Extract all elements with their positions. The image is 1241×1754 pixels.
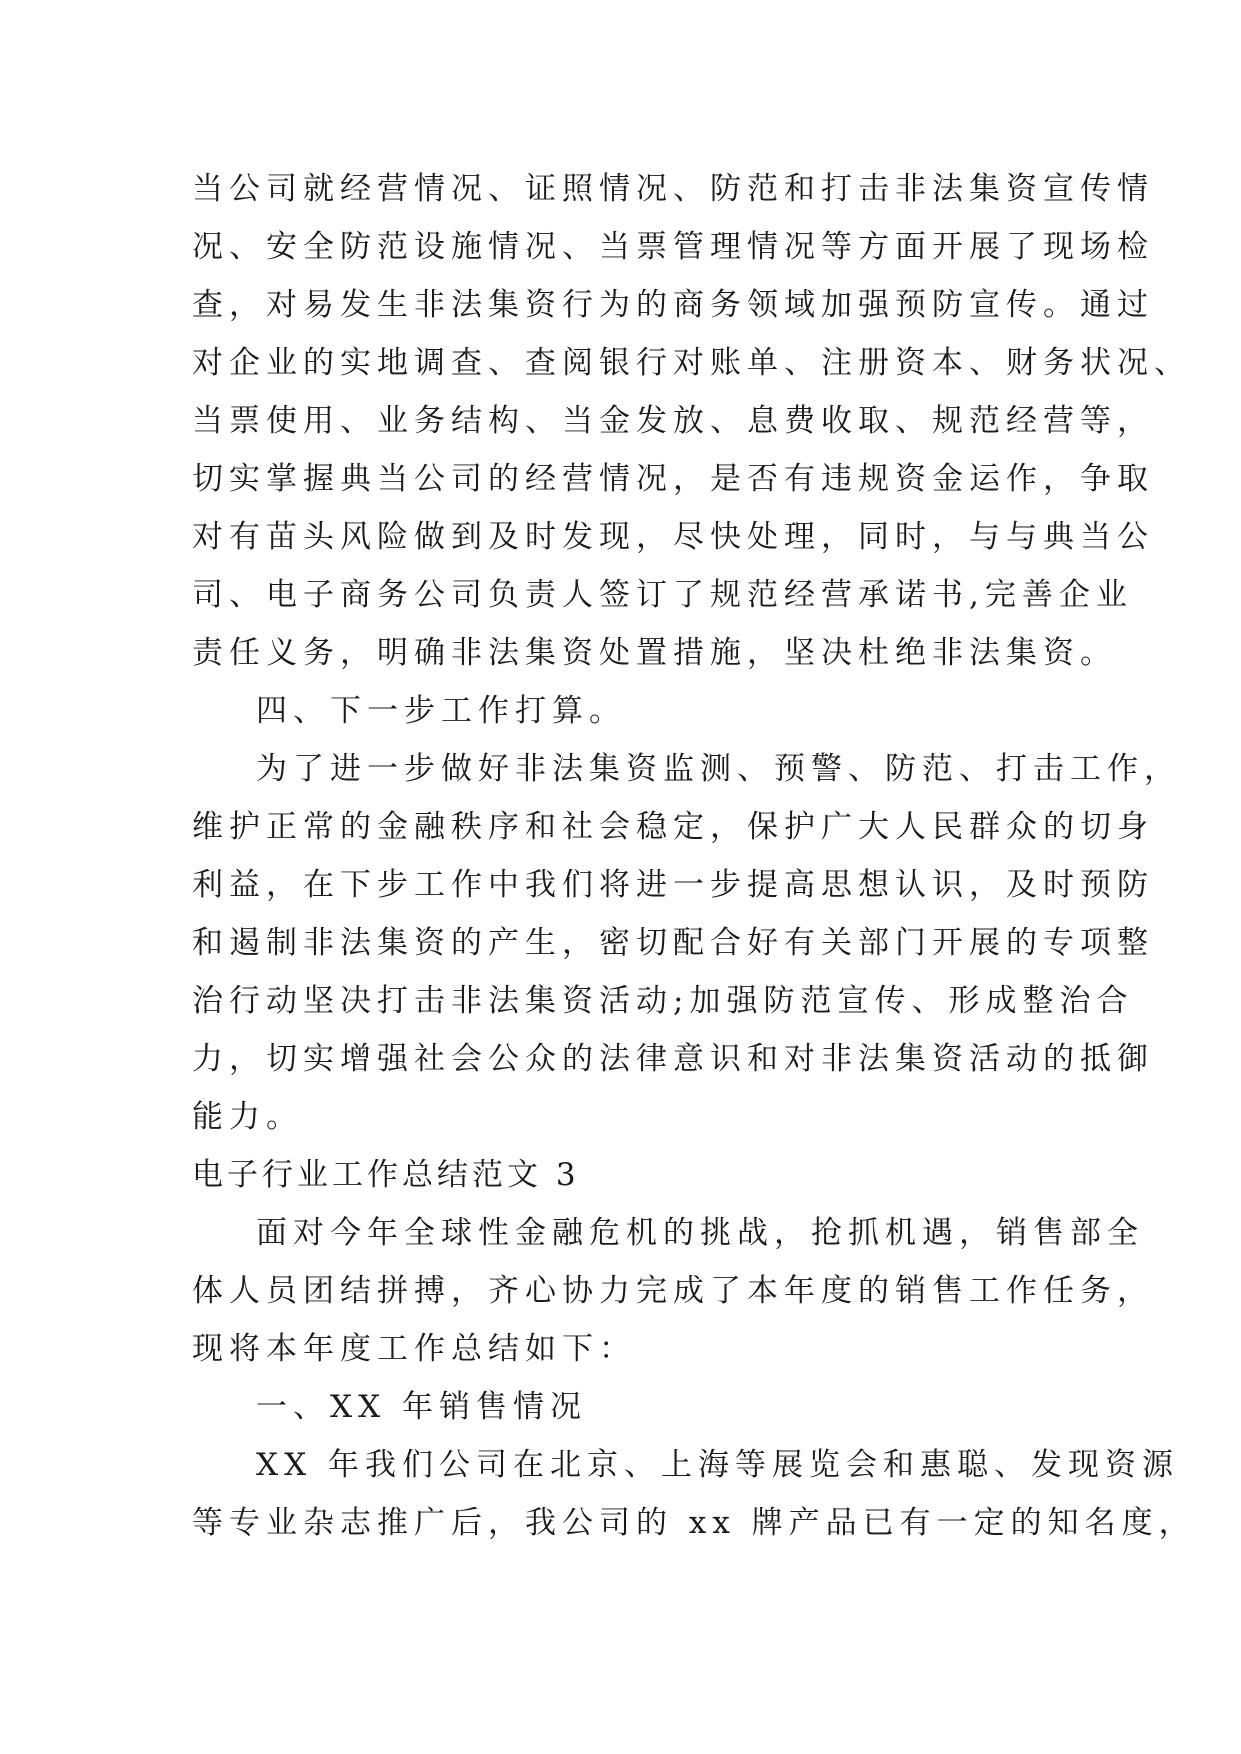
text-line: 力，切实增强社会公众的法律意识和对非法集资活动的抵御: [192, 1041, 1154, 1077]
article-title: 电子行业工作总结范文 3: [192, 1157, 580, 1193]
section-heading: 四、下一步工作打算。: [256, 693, 626, 729]
text-line: 和遏制非法集资的产生，密切配合好有关部门开展的专项整: [192, 925, 1154, 961]
text-line: 治行动坚决打击非法集资活动;加强防范宣传、形成整治合: [192, 983, 1134, 1019]
text-line: 对有苗头风险做到及时发现，尽快处理，同时，与与典当公: [192, 519, 1154, 555]
document-body: [192, 160, 1196, 1552]
text-line: 当公司就经营情况、证照情况、防范和打击非法集资宣传情: [192, 171, 1154, 207]
text-line: 体人员团结拼搏，齐心协力完成了本年度的销售工作任务，: [192, 1273, 1154, 1309]
text-line: 现将本年度工作总结如下：: [192, 1331, 636, 1367]
text-line: 面对今年全球性金融危机的挑战，抢抓机遇，销售部全: [256, 1215, 1144, 1251]
section-heading: 一、XX 年销售情况: [256, 1389, 587, 1425]
text-line: 况、安全防范设施情况、当票管理情况等方面开展了现场检: [192, 229, 1154, 265]
text-line: 为了进一步做好非法集资监测、预警、防范、打击工作，: [256, 751, 1181, 787]
text-line: 责任义务，明确非法集资处置措施，坚决杜绝非法集资。: [192, 635, 1117, 671]
text-line: 查，对易发生非法集资行为的商务领域加强预防宣传。通过: [192, 287, 1154, 323]
text-line: 对企业的实地调查、查阅银行对账单、注册资本、财务状况、: [192, 345, 1191, 381]
text-line: 切实掌握典当公司的经营情况，是否有违规资金运作，争取: [192, 461, 1154, 497]
text-line: 利益，在下步工作中我们将进一步提高思想认识，及时预防: [192, 867, 1154, 903]
text-line: 能力。: [192, 1099, 303, 1135]
text-line: XX 年我们公司在北京、上海等展览会和惠聪、发现资源: [256, 1447, 1179, 1483]
text-line: 当票使用、业务结构、当金发放、息费收取、规范经营等，: [192, 403, 1154, 439]
text-line: 司、电子商务公司负责人签订了规范经营承诺书,完善企业: [192, 577, 1133, 613]
text-line: 维护正常的金融秩序和社会稳定，保护广大人民群众的切身: [192, 809, 1154, 845]
text-line: 等专业杂志推广后，我公司的 xx 牌产品已有一定的知名度，: [192, 1505, 1196, 1541]
